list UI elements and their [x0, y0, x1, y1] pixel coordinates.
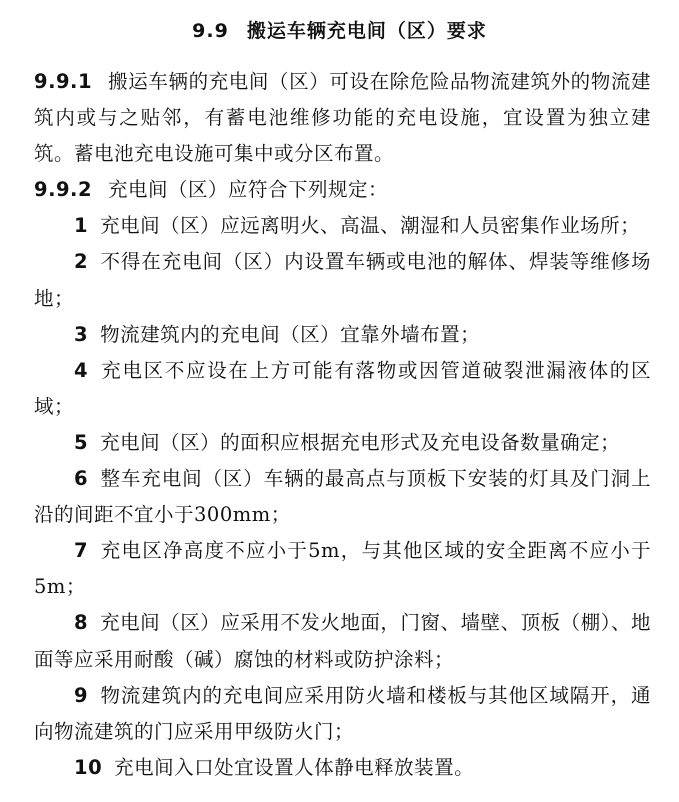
list-item-6: [34, 461, 651, 533]
clause-text: 搬运车辆的充电间（区）可设在除危险品物流建筑外的物流建筑内或与之贴邻，有蓄电池维修功能的充电设施，宜设置为独立建筑。蓄电池充电设施可集中或分区布置。: [34, 70, 651, 166]
item-number: 6: [74, 467, 89, 491]
section-title: 搬运车辆充电间（区）要求: [246, 20, 487, 42]
list-item-4: [34, 353, 651, 425]
section-heading: [0, 18, 679, 44]
item-number: 3: [74, 322, 89, 346]
clause-9-9-1: [34, 64, 651, 172]
item-text: 充电区净高度不应小于5m，与其他区域的安全距离不应小于5m；: [34, 539, 651, 599]
item-number: 7: [74, 539, 89, 563]
clause-text: 充电间（区）应符合下列规定：: [108, 178, 389, 202]
list-item-2: [34, 244, 651, 316]
item-text: 充电间（区）应远离明火、高温、潮湿和人员密集作业场所；: [100, 214, 641, 238]
list-item-8: [34, 605, 651, 677]
item-number: 9: [74, 683, 89, 707]
clause-number: 9.9.2: [34, 178, 93, 202]
item-number: 10: [74, 755, 103, 779]
section-body: [34, 64, 651, 786]
item-text: 不得在充电间（区）内设置车辆或电池的解体、焊装等维修场地；: [34, 250, 651, 310]
item-text: 充电间（区）应采用不发火地面，门窗、墙壁、顶板（棚）、地面等应采用耐酸（碱）腐蚀的材料或防护涂料；: [34, 611, 651, 671]
list-item-1: [34, 208, 651, 244]
item-text: 充电区不应设在上方可能有落物或因管道破裂泄漏液体的区域；: [34, 358, 651, 418]
item-text: 物流建筑内的充电间应采用防火墙和楼板与其他区域隔开，通向物流建筑的门应采用甲级防火门；: [34, 683, 651, 743]
item-number: 5: [74, 430, 89, 454]
list-item-3: [34, 317, 651, 353]
item-text: 物流建筑内的充电间（区）宜靠外墙布置；: [100, 322, 481, 346]
item-text: 整车充电间（区）车辆的最高点与顶板下安装的灯具及门洞上沿的间距不宜小于300mm；: [34, 467, 651, 527]
item-number: 8: [74, 611, 89, 635]
item-text: 充电间入口处宜设置人体静电释放装置。: [114, 755, 475, 779]
list-item-5: [34, 425, 651, 461]
item-number: 1: [74, 214, 89, 238]
clause-9-9-2: [34, 172, 651, 208]
item-number: 4: [74, 358, 89, 382]
list-item-7: [34, 533, 651, 605]
item-text: 充电间（区）的面积应根据充电形式及充电设备数量确定；: [100, 430, 621, 454]
list-item-10: [34, 750, 651, 786]
section-number: 9.9: [192, 20, 229, 42]
clause-number: 9.9.1: [34, 70, 93, 93]
list-item-9: [34, 678, 651, 750]
item-number: 2: [74, 250, 89, 274]
